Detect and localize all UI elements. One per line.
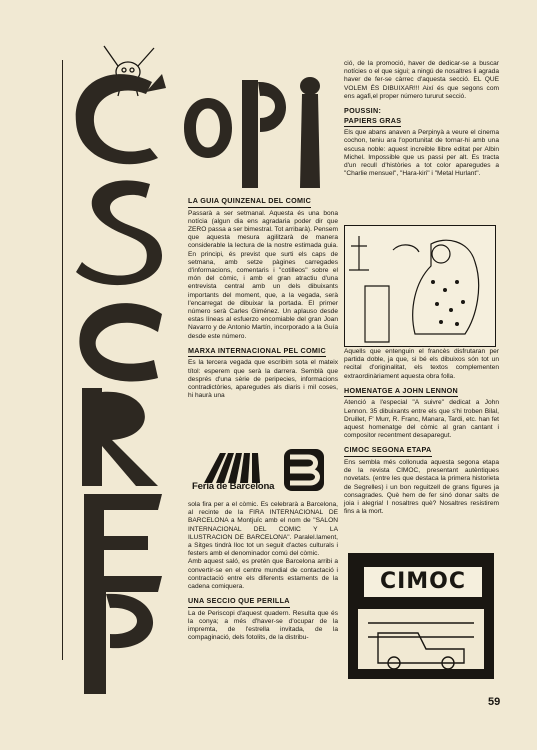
letter-c-animal bbox=[62, 62, 178, 180]
text-seccio: La de Periscopi d'aquest quadern. Resulta que és la conya; a més d'haver-se d'ocupar de la impremta, de l'estrella invitada, de la compaginació, dels fotolits, de la distribu- bbox=[188, 609, 338, 642]
feria-logo-text: Feria de Barcelona bbox=[192, 481, 275, 492]
text-guia: Passarà a ser setmanal. Aquesta és una bona notícia (algun dia ens agradaria poder dir que ZERO passa a ser bimestral. Tot arribarà). Pensem que aquesta mesura agilitzarà de manera considerable la lectura de la nostre estimada guia. En principi, és previst que surti els caps de setmana, amb setze pàgines carregades d'informacions, comentaris i "cotilleos" sobre el món del còmic, i amb el gran atractiu d'una entrevista central amb un dels dibuixants importants del moment, que, a la vegada, serà l'encarregat de dibuixar la portada. El primer número serà Carles Giménez. Un aplauso desde estas líneas al esfuerzo encomiable del gran Joan Navarro y de Antonio Martín, incorporado a la Guía desde este número. bbox=[188, 209, 338, 340]
letter-i-animal bbox=[62, 274, 178, 392]
column-2 bbox=[344, 60, 499, 178]
feria-logo-mark bbox=[200, 449, 268, 483]
periscopi-animal-letters bbox=[62, 62, 178, 702]
letter-s-animal bbox=[62, 170, 178, 288]
title-opi-letters bbox=[182, 70, 332, 194]
text-poussin: Els que abans anaven a Perpinyà a veure el cinema cochon, teniu ara l'oportunitat de tornar-hi amb una escusa noble: aquest increible llibre editat per Albin Michel. Impossible que us passi per alt. Es tracta d'un recull d'històries a tot color aparegudes a "Charlie mensuel", "Hara-kiri" i "Metal Hurlant". bbox=[344, 129, 499, 178]
heading-guia: LA GUIA QUINZENAL DEL COMIC bbox=[188, 197, 311, 208]
column-2-lower bbox=[344, 348, 499, 516]
text-marxa-1: Es la tercera vegada que escribim sota el mateix títol: esperem que serà la darrera. Semblà que després d'una sèrie de peripecies, informacions contradictòries, aparegudes als diaris i mil coses, hi haurà una bbox=[188, 359, 338, 400]
text-poussin-caption: Aquells que entenguin el francès disfrutaran per partida doble, ja que, si bé els dibuixos són tot un recital d'originalitat, els textos complementen extraordinàriament aquesta obra folla. bbox=[344, 348, 499, 380]
column-1-lower bbox=[188, 501, 338, 643]
heading-marxa: MARXA INTERNACIONAL PEL COMIC bbox=[188, 347, 326, 358]
b-logo bbox=[284, 449, 324, 491]
text-marxa-2: sola fira per a el còmic. Es celebrarà a Barcelona, al recinte de la FIRA INTERNACIONAL DE BARCELONA a Montjuïc amb el nom de "SALON INTERNACIONAL DEL COMIC Y LA ILUSTRACION DE BARCELONA". Paralel.lament, a Sitges tindrà lloc tot un seguit d'actes culturals i festers amb el denominador comú del còmic. bbox=[188, 501, 338, 558]
text-marxa-3: Amb aquest saló, es pretén que Barcelona arribi a convertir-se en el centre mundial de contactació i contractació entre els diferents estaments de la cadena comiquera. bbox=[188, 558, 338, 591]
letter-p-animal bbox=[62, 582, 178, 700]
logos-area bbox=[192, 449, 338, 499]
comic-panel-illustration bbox=[344, 225, 496, 347]
heading-lennon: HOMENATGE A JOHN LENNON bbox=[344, 387, 458, 398]
text-cimoc: Ens sembla més collonuda aquesta segona etapa de la revista CIMOC, presentant autèntiques novetats. (entre les que destaca la primera historieta de Segrelles) i un bon reguitzell de grans figures ja consagrades. Què hem de fer sinó donar salts de joia i alegria! I nosaltres què? Nosaltres resistirem fins a la mort. bbox=[344, 459, 499, 516]
letter-r-animal bbox=[62, 378, 178, 496]
page-number: 59 bbox=[488, 696, 501, 708]
cimoc-cover-image bbox=[348, 553, 494, 679]
column-1 bbox=[188, 197, 338, 400]
cimoc-cover-title: CIMOC bbox=[362, 565, 484, 599]
text-continuation: ció, de la promoció, haver de dedicar-se a buscar notícies o el que sigui; a ningú de nosaltres li agrada haver de fer-se càrrec d'aquesta secció. EL QUE VOLEM ÉS DIBUIXAR!!! Així és que segons com ens agafi,el proper número tururut secció. bbox=[344, 60, 499, 100]
heading-cimoc: CIMOC SEGONA ETAPA bbox=[344, 446, 432, 457]
heading-papiers: PAPIERS GRAS bbox=[344, 117, 401, 128]
text-lennon: Atenció a l'especial "A suivre" dedicat a John Lennon. 35 dibuixants entre els que s'hi troben Bilal, Druillet, F' Murr, R. Franc, Manara, Tardi, etc. han fet aquest homenatge del còmic al gran cantant i compositor recentment desaparegut. bbox=[344, 399, 499, 440]
heading-seccio: UNA SECCIO QUE PERILLA bbox=[188, 597, 290, 608]
heading-poussin: POUSSIN: bbox=[344, 106, 382, 116]
